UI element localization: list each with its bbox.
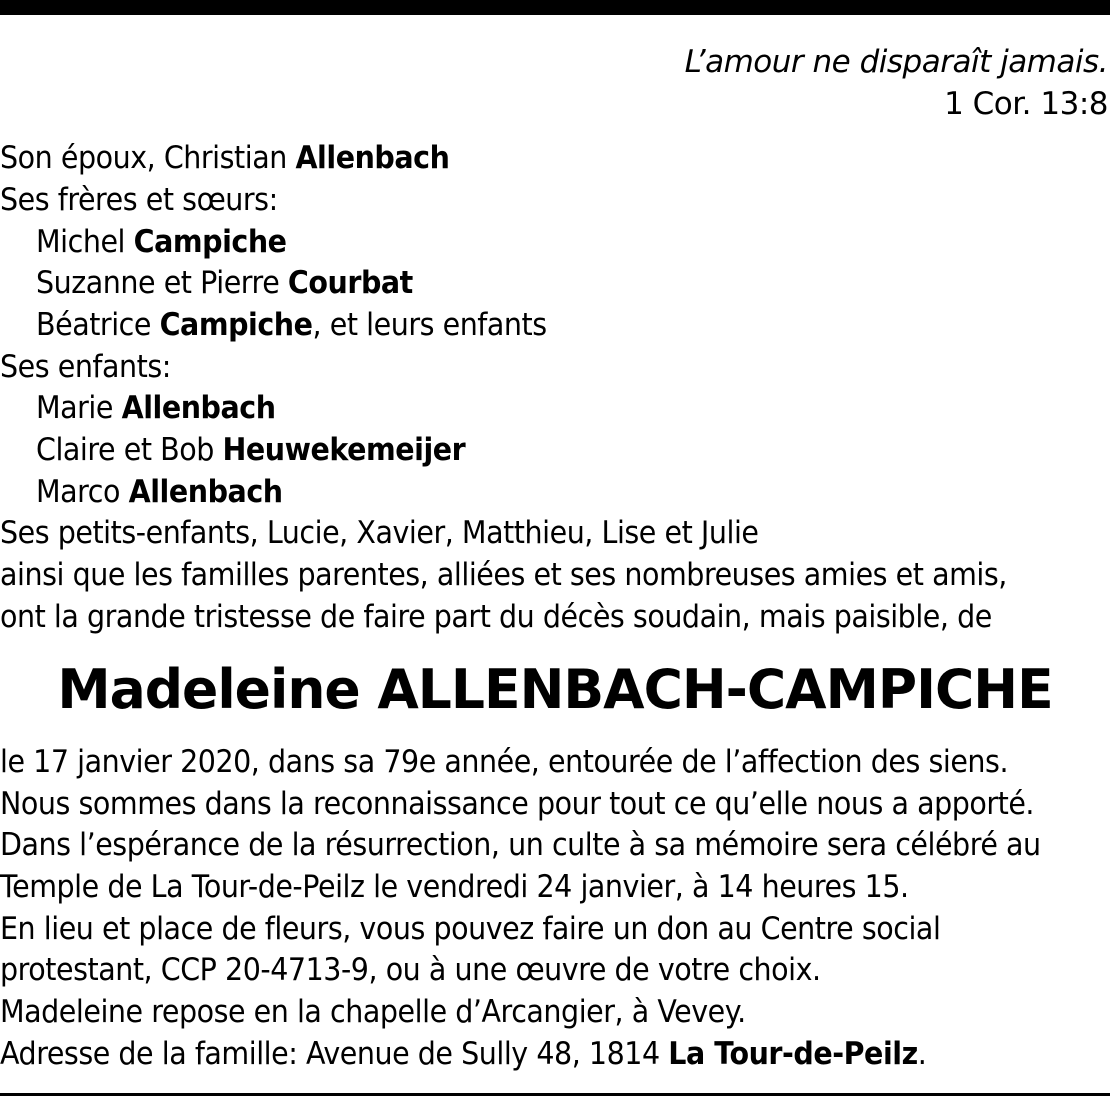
child-given: Claire et Bob: [36, 432, 223, 468]
child-surname: Allenbach: [128, 474, 283, 510]
sibling-item: [36, 265, 413, 301]
sibling-item: [36, 307, 547, 343]
spouse-prefix: Son époux, Christian: [0, 140, 296, 176]
sibling-given: Michel: [36, 224, 134, 260]
sibling-item: [36, 224, 287, 260]
motto-reference: 1 Cor. 13:8: [944, 86, 1108, 122]
bottom-border-rule: [0, 1093, 1110, 1096]
sibling-given: Suzanne et Pierre: [36, 265, 288, 301]
sibling-surname: Campiche: [159, 307, 313, 343]
address-line: [0, 1036, 926, 1072]
address-town: La Tour-de-Peilz: [668, 1036, 918, 1072]
sibling-surname: Campiche: [133, 224, 287, 260]
sibling-suffix: , et leurs enfants: [312, 307, 547, 343]
children-heading: Ses enfants:: [0, 349, 171, 385]
child-item: [36, 432, 465, 468]
deceased-name: Madeleine ALLENBACH-CAMPICHE: [57, 658, 1053, 721]
details-line: le 17 janvier 2020, dans sa 79e année, entourée de l’affection des siens.: [0, 744, 1009, 780]
sibling-surname: Courbat: [287, 265, 413, 301]
details-line: protestant, CCP 20-4713-9, ou à une œuvre de votre choix.: [0, 952, 821, 988]
announcement-line: ont la grande tristesse de faire part du décès soudain, mais paisible, de: [0, 599, 992, 635]
relatives-line: ainsi que les familles parentes, alliées et ses nombreuses amies et amis,: [0, 557, 1007, 593]
child-item: [36, 390, 276, 426]
child-given: Marco: [36, 474, 129, 510]
address-prefix: Adresse de la famille: Avenue de Sully 48, 1814: [0, 1036, 669, 1072]
address-suffix: .: [917, 1036, 927, 1072]
details-line: Dans l’espérance de la résurrection, un culte à sa mémoire sera célébré au: [0, 827, 1041, 863]
grandchildren-line: Ses petits-enfants, Lucie, Xavier, Matthieu, Lise et Julie: [0, 515, 759, 551]
details-line: Nous sommes dans la reconnaissance pour tout ce qu’elle nous a apporté.: [0, 786, 1035, 822]
motto-quote: L’amour ne disparaît jamais.: [684, 44, 1108, 80]
child-given: Marie: [36, 390, 122, 426]
child-surname: Allenbach: [121, 390, 276, 426]
details-line: Temple de La Tour-de-Peilz le vendredi 24 janvier, à 14 heures 15.: [0, 869, 909, 905]
sibling-given: Béatrice: [36, 307, 160, 343]
details-line: Madeleine repose en la chapelle d’Arcangier, à Vevey.: [0, 994, 746, 1030]
siblings-heading: Ses frères et sœurs:: [0, 182, 278, 218]
top-border-rule: [0, 0, 1110, 15]
spouse-line: [0, 140, 449, 176]
details-line: En lieu et place de fleurs, vous pouvez faire un don au Centre social: [0, 911, 941, 947]
spouse-surname: Allenbach: [295, 140, 450, 176]
child-surname: Heuwekemeijer: [222, 432, 466, 468]
child-item: [36, 474, 283, 510]
